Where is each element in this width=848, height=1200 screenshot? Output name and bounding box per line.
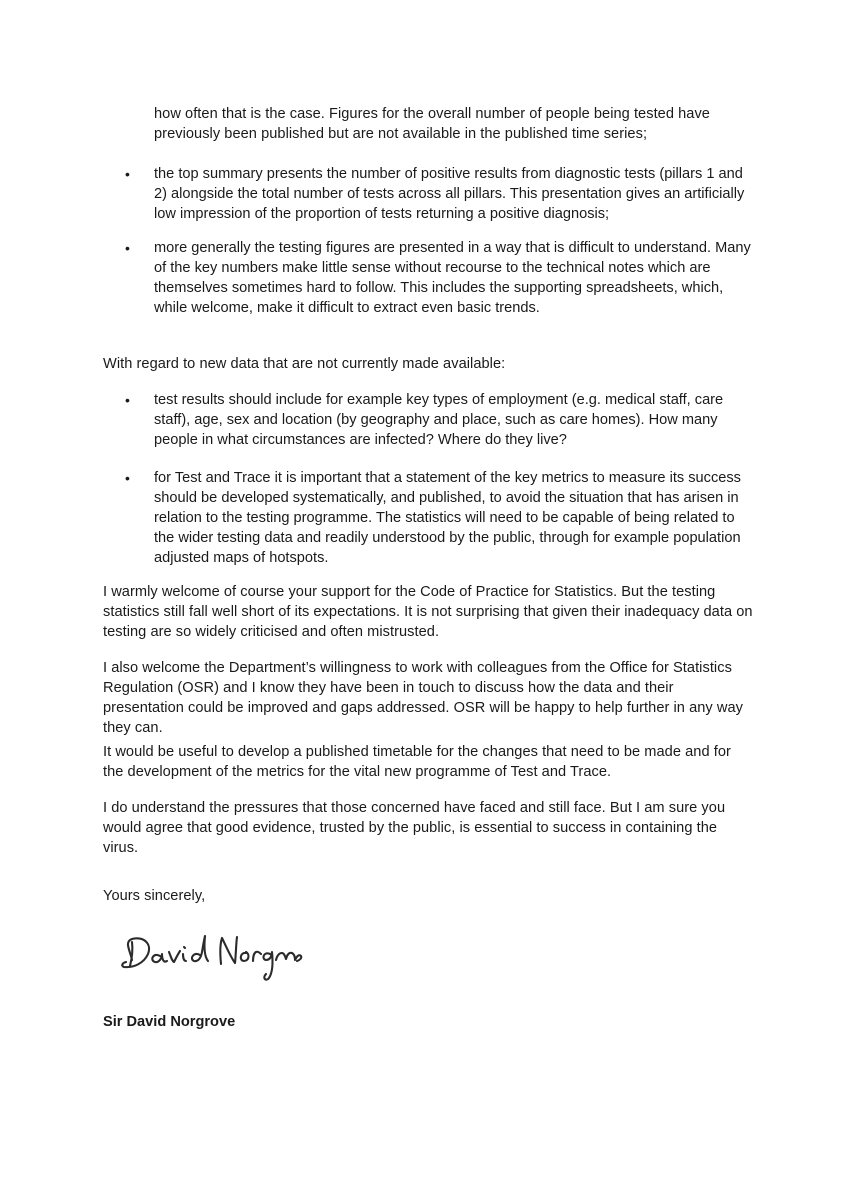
paragraph: I also welcome the Department’s willingness to work with colleagues from the Office for Statistics Regulation (OSR) and I know they have been in touch to discuss how the data and their presentation could be improved and gaps addressed. OSR will be happy to help further in any way they can. (103, 660, 743, 736)
bullet-marker: • (125, 240, 130, 256)
bullet-marker: • (125, 392, 130, 408)
bullet-marker: • (125, 470, 130, 486)
bullet-item: the top summary presents the number of positive results from diagnostic tests (pillars 1 and 2) alongside the total number of tests across all pillars. This presentation gives an artificially low impression of the proportion of tests returning a positive diagnosis; (154, 166, 745, 222)
paragraph: It would be useful to develop a published timetable for the changes that need to be made and for the development of the metrics for the vital new programme of Test and Trace. (103, 744, 731, 780)
bullet-item: for Test and Trace it is important that a statement of the key metrics to measure its success should be developed systematically, and published, to avoid the situation that has arisen in relation to the testing programme. The statistics will need to be capable of being related to the wider testing data and readily understood by the public, through for example population adjusted maps of hotspots. (154, 470, 741, 566)
closing: Yours sincerely, (103, 888, 206, 904)
new-data-intro: With regard to new data that are not currently made available: (103, 356, 506, 372)
signatory-name: Sir David Norgrove (103, 1014, 236, 1030)
bullet-marker: • (125, 166, 130, 182)
paragraph: I do understand the pressures that those concerned have faced and still face. But I am sure you would agree that good evidence, trusted by the public, is essential to success in containing the virus. (103, 800, 726, 856)
handwritten-signature (118, 930, 303, 988)
bullet-item: test results should include for example key types of employment (e.g. medical staff, care staff), age, sex and location (by geography and place, such as care homes). How many people in what circumstances are infected? Where do they live? (154, 392, 724, 448)
continuation-text: how often that is the case. Figures for the overall number of people being tested have previously been published but are not available in the published time series; (154, 106, 710, 142)
paragraph: I warmly welcome of course your support for the Code of Practice for Statistics. But the testing statistics still fall well short of its expectations. It is not surprising that given their inadequacy data on testing are so widely criticised and often mistrusted. (103, 584, 753, 640)
bullet-item: more generally the testing figures are presented in a way that is difficult to understand. Many of the key numbers make little sense without recourse to the technical notes which are themselves sometimes hard to follow. This includes the supporting spreadsheets, which, while welcome, make it difficult to extract even basic trends. (154, 240, 751, 316)
